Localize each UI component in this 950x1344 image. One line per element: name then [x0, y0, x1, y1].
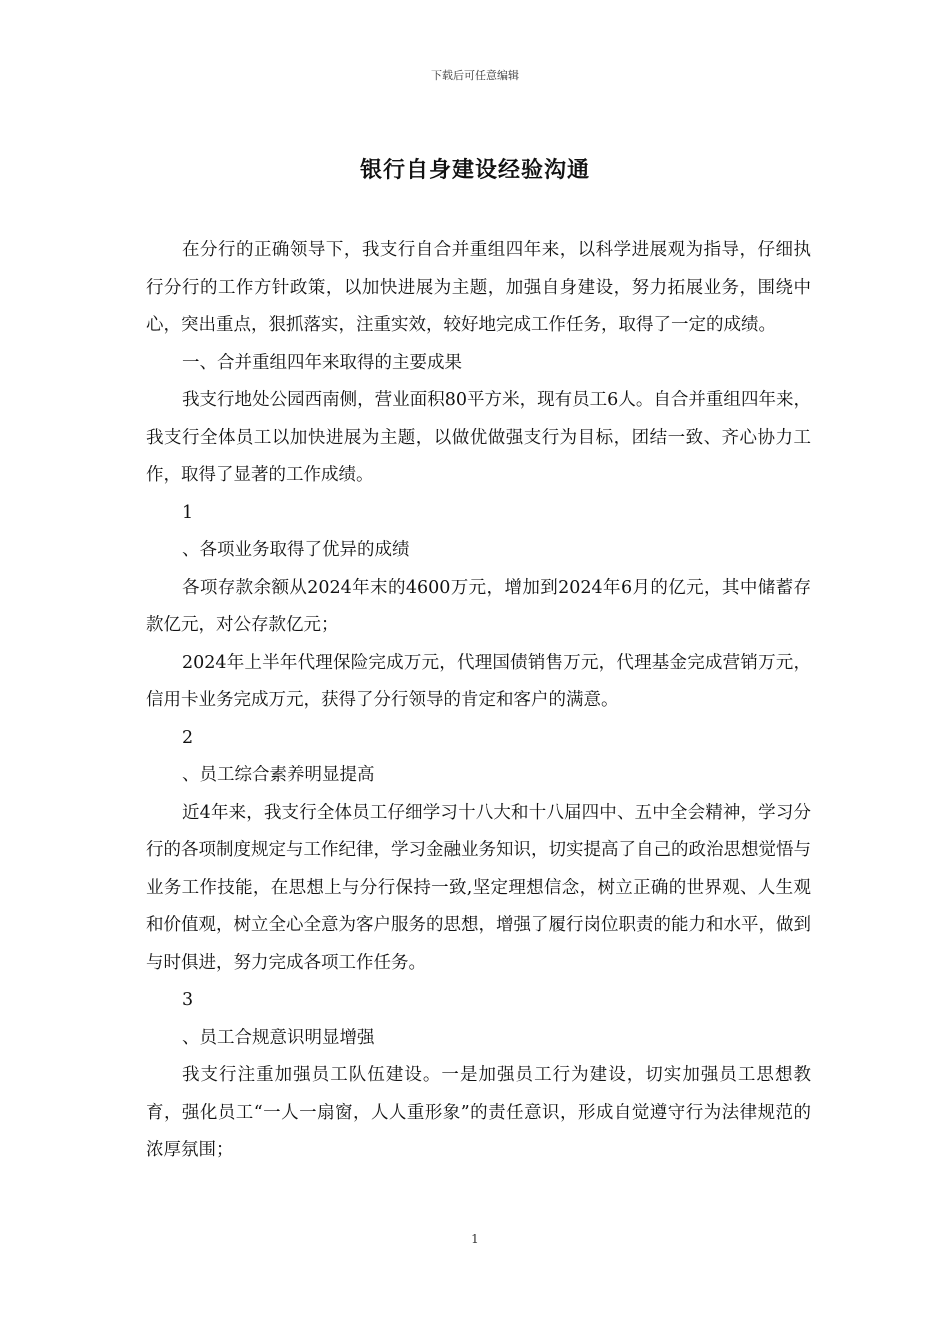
- paragraph: 各项存款余额从2024年末的4600万元，增加到2024年6月的亿元，其中储蓄存款亿元，对公存款亿元；: [146, 577, 811, 635]
- paragraph: 近4年来，我支行全体员工仔细学习十八大和十八届四中、五中全会精神，学习分行的各项制度规定与工作纪律，学习金融业务知识，切实提高了自己的政治思想觉悟与业务工作技能，在思想上与分行保持一致,坚定理想信念，树立正确的世界观、人生观和价值观，树立全心全意为客户服务的思想，增强了履行岗位职责的能力和水平，做到与时俱进，努力完成各项工作任务。: [146, 802, 811, 973]
- paragraph: 我支行注重加强员工队伍建设。一是加强员工行为建设，切实加强员工思想教育，强化员工“一人一扇窗，人人重形象”的责任意识，形成自觉遵守行为法律规范的浓厚氛围；: [146, 1065, 811, 1160]
- item-number: 3: [182, 990, 194, 1010]
- document-body: [146, 232, 811, 1170]
- subsection-heading: 、员工综合素养明显提高: [182, 765, 375, 785]
- item-number: 1: [182, 502, 194, 523]
- paragraph: 2024年上半年代理保险完成万元，代理国债销售万元，代理基金完成营销万元，信用卡业务完成万元，获得了分行领导的肯定和客户的满意。: [146, 652, 811, 710]
- page-number: 1: [471, 1232, 479, 1246]
- section-heading: 一、合并重组四年来取得的主要成果: [182, 352, 462, 373]
- paragraph: 在分行的正确领导下，我支行自合并重组四年来，以科学进展观为指导，仔细执行分行的工作方针政策，以加快进展为主题，加强自身建设，努力拓展业务，围绕中心，突出重点，狠抓落实，注重实效，较好地完成工作任务，取得了一定的成绩。: [146, 240, 811, 335]
- document-title: 银行自身建设经验沟通: [359, 158, 590, 183]
- subsection-heading: 、员工合规意识明显增强: [182, 1027, 375, 1048]
- subsection-heading: 、各项业务取得了优异的成绩: [182, 540, 410, 560]
- item-number: 2: [182, 727, 194, 748]
- page-header-note: 下载后可任意编辑: [431, 69, 519, 82]
- paragraph: 我支行地处公园西南侧，营业面积80平方米，现有员工6人。自合并重组四年来，我支行全体员工以加快进展为主题，以做优做强支行为目标，团结一致、齐心协力工作，取得了显著的工作成绩。: [146, 390, 811, 485]
